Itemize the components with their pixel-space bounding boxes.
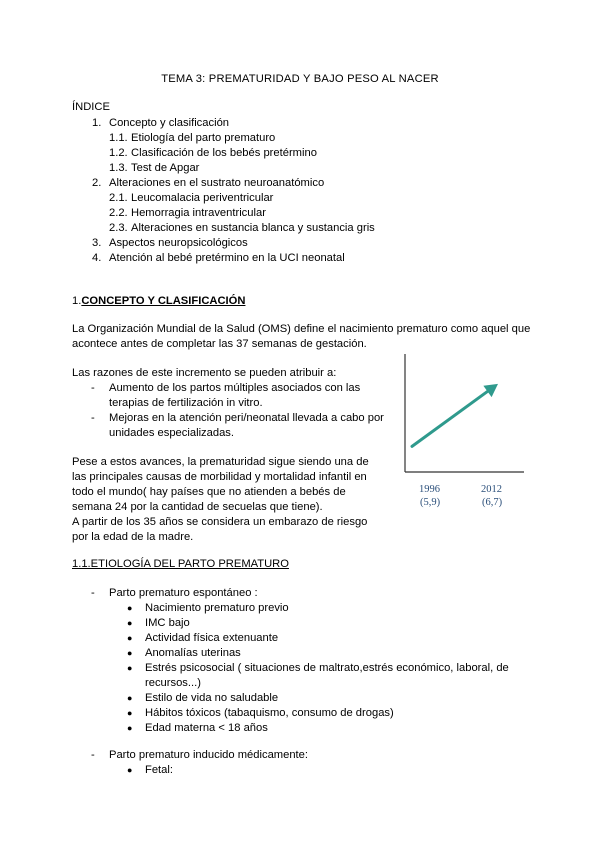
- reasons-intro: Las razones de este incremento se pueden atribuir a:: [72, 367, 337, 379]
- paragraph-line: semana 24 por la cantidad de secuelas que tiene).: [72, 501, 323, 513]
- list-item: Estrés psicosocial ( situaciones de maltrato,estrés económico, laboral, de: [145, 662, 509, 674]
- index-num: 2.2.: [109, 207, 128, 219]
- paragraph-line: Pese a estos avances, la prematuridad sigue siendo una de: [72, 456, 369, 468]
- sublist-label: Parto prematuro espontáneo :: [109, 587, 258, 599]
- list-item: Estilo de vida no saludable: [145, 692, 279, 704]
- index-item: Test de Apgar: [131, 162, 200, 174]
- bullet-dot: ●: [127, 663, 133, 673]
- index-item: Hemorragia intraventricular: [131, 207, 266, 219]
- list-item: IMC bajo: [145, 617, 190, 629]
- reason-line: unidades especializadas.: [109, 427, 235, 439]
- sublist-label: Parto prematuro inducido médicamente:: [109, 749, 308, 761]
- bullet-dot: ●: [127, 648, 133, 658]
- trend-chart: [398, 350, 530, 520]
- bullet-dot: ●: [127, 765, 133, 775]
- paragraph-line: las principales causas de morbilidad y mortalidad infantil en: [72, 471, 367, 483]
- list-item: Nacimiento prematuro previo: [145, 602, 289, 614]
- list-item: Anomalías uterinas: [145, 647, 241, 659]
- index-num: 1.1.: [109, 132, 128, 144]
- index-num: 1.3.: [109, 162, 128, 174]
- index-item: Atención al bebé pretérmino en la UCI neonatal: [109, 252, 345, 264]
- section-number: 1.: [72, 295, 82, 307]
- index-item: Clasificación de los bebés pretérmino: [131, 147, 317, 159]
- paragraph-line: La Organización Mundial de la Salud (OMS) define el nacimiento prematuro como aquel que: [72, 323, 531, 335]
- list-item-continuation: recursos...): [145, 677, 201, 689]
- index-num: 1.2.: [109, 147, 128, 159]
- index-item: Concepto y clasificación: [109, 117, 230, 129]
- list-item: Hábitos tóxicos (tabaquismo, consumo de drogas): [145, 707, 394, 719]
- index-item: Alteraciones en sustancia blanca y sustancia gris: [131, 222, 375, 234]
- bullet-dot: ●: [127, 618, 133, 628]
- bullet-dot: ●: [127, 723, 133, 733]
- bullet-dot: ●: [127, 708, 133, 718]
- list-item: Fetal:: [145, 764, 173, 776]
- list-item: Actividad física extenuante: [145, 632, 279, 644]
- paragraph-line: todo el mundo( hay países que no atienden a bebés de: [72, 486, 346, 498]
- section-1-1-heading: 1.1.ETIOLOGÍA DEL PARTO PREMATURO: [72, 558, 289, 570]
- index-heading: ÍNDICE: [72, 101, 110, 113]
- index-item: Leucomalacia periventricular: [131, 192, 274, 204]
- paragraph-line: acontece antes de completar las 37 semanas de gestación.: [72, 338, 367, 350]
- index-num: 3.: [92, 237, 102, 249]
- reason-line: Aumento de los partos múltiples asociados con las: [109, 382, 361, 394]
- index-num: 2.3.: [109, 222, 128, 234]
- x-tick-label: 1996: [419, 484, 440, 495]
- bullet-dot: ●: [127, 633, 133, 643]
- trend-arrow-line: [412, 391, 487, 446]
- dash-bullet: -: [91, 587, 95, 599]
- dash-bullet: -: [91, 382, 95, 394]
- list-item: Edad materna < 18 años: [145, 722, 268, 734]
- data-label: (5,9): [420, 497, 441, 508]
- section-title: CONCEPTO Y CLASIFICACIÓN: [81, 295, 246, 307]
- index-num: 1.: [92, 117, 102, 129]
- index-num: 2.: [92, 177, 102, 189]
- x-tick-label: 2012: [481, 484, 502, 495]
- document-title: TEMA 3: PREMATURIDAD Y BAJO PESO AL NACER: [161, 73, 439, 85]
- data-label: (6,7): [482, 497, 503, 508]
- index-item: Etiología del parto prematuro: [131, 132, 276, 144]
- dash-bullet: -: [91, 749, 95, 761]
- index-item: Alteraciones en el sustrato neuroanatómico: [109, 177, 325, 189]
- index-num: 2.1.: [109, 192, 128, 204]
- reason-line: Mejoras en la atención peri/neonatal llevada a cabo por: [109, 412, 384, 424]
- index-item: Aspectos neuropsicológicos: [109, 237, 248, 249]
- trend-arrow-head: [483, 384, 498, 397]
- paragraph-line: por la edad de la madre.: [72, 531, 194, 543]
- paragraph-line: A partir de los 35 años se considera un embarazo de riesgo: [72, 516, 368, 528]
- index-num: 4.: [92, 252, 102, 264]
- reason-line: terapias de fertilización in vitro.: [109, 397, 263, 409]
- bullet-dot: ●: [127, 693, 133, 703]
- section-1-heading: [72, 294, 245, 309]
- dash-bullet: -: [91, 412, 95, 424]
- bullet-dot: ●: [127, 603, 133, 613]
